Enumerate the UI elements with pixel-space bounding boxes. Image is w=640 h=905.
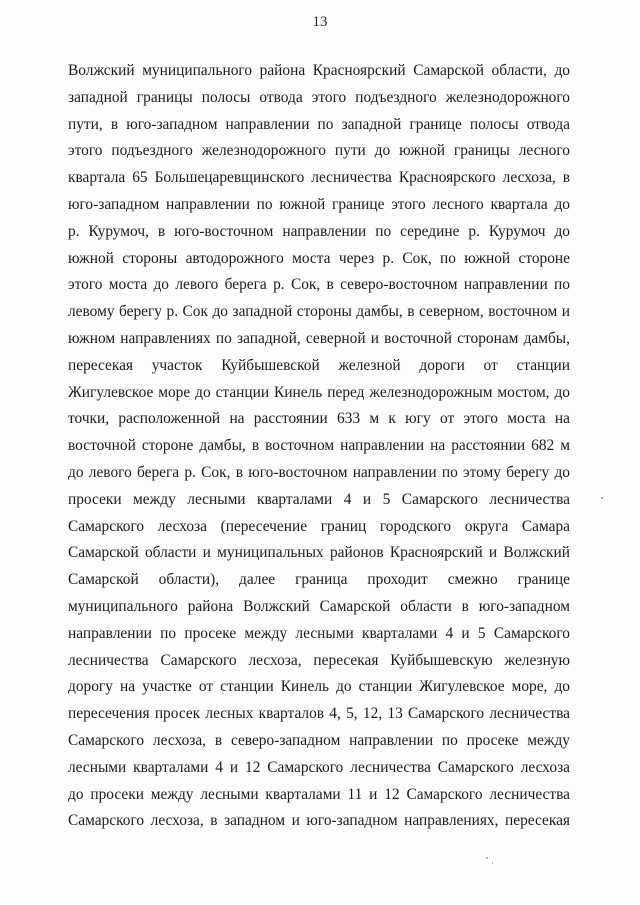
text-line: лесными кварталами 4 и 12 Самарского лесничества Самарского лесхоза [68, 758, 570, 776]
text-line: западной границы полосы отвода этого подъездного железнодорожного [68, 88, 570, 106]
text-line: до левого берега р. Сок, в юго-восточном направлении по этому берегу до [68, 463, 570, 481]
text-line: Самарской области), далее граница проходит смежно границе [68, 571, 570, 589]
text-line: квартала 65 Большецаревщинского лесничества Красноярского лесхоза, в [68, 169, 570, 187]
text-line: муниципального района Волжский Самарской области в юго-западном [68, 597, 570, 615]
scan-speck [492, 862, 493, 864]
text-line: Волжский муниципального района Красноярский Самарской области, до [68, 62, 570, 79]
text-line: южной стороны автодорожного моста через р. Сок, по южной стороне [68, 249, 570, 267]
text-line: Самарского лесхоза, в северо-западном направлении по просеке между [68, 731, 570, 749]
text-line: Самарского лесхоза (пересечение границ городского округа Самара [68, 517, 570, 535]
text-line: дорогу на участке от станции Кинель до станции Жигулевское море, до [68, 678, 570, 696]
text-line: р. Курумоч, в юго-восточном направлении по середине р. Курумоч до [68, 222, 570, 240]
text-line: пути, в юго-западном направлении по западной границе полосы отвода [68, 115, 570, 133]
text-line: пересекая участок Куйбышевской железной дороги от станции [68, 356, 570, 374]
text-line: Самарского лесхоза, в западном и юго-западном направлениях, пересекая [68, 812, 570, 830]
text-line: левому берегу р. Сок до западной стороны дамбы, в северном, восточном и [68, 303, 570, 321]
scan-speck [428, 831, 429, 832]
body-text [68, 58, 570, 835]
text-line: Самарской области и муниципальных районов Красноярский и Волжский [68, 544, 570, 562]
text-line: до просеки между лесными кварталами 11 и 12 Самарского лесничества [68, 785, 570, 803]
scan-speck [601, 497, 603, 499]
text-line: пересечения просек лесных кварталов 4, 5, 12, 13 Самарского лесничества [68, 705, 570, 723]
text-line: восточной стороне дамбы, в восточном направлении на расстоянии 682 м [68, 437, 570, 455]
scan-speck [486, 857, 488, 859]
page-number: 13 [312, 14, 328, 30]
text-line: Жигулевское море до станции Кинель перед железнодорожным мостом, до [68, 383, 570, 401]
text-line: просеки между лесными кварталами 4 и 5 Самарского лесничества [68, 490, 570, 508]
text-line: юго-западном направлении по южной границе этого лесного квартала до [68, 195, 570, 213]
text-line: этого подъездного железнодорожного пути до южной границы лесного [68, 142, 570, 160]
text-line: южном направлениях по западной, северной и восточной сторонам дамбы, [68, 329, 570, 347]
text-line: этого моста до левого берега р. Сок, в северо-восточном направлении по [68, 276, 570, 294]
text-line: лесничества Самарского лесхоза, пересекая Куйбышевскую железную [68, 651, 570, 669]
text-line: направлении по просеке между лесными кварталами 4 и 5 Самарского [68, 624, 570, 642]
text-line: точки, расположенной на расстоянии 633 м к югу от этого моста на [68, 410, 570, 428]
